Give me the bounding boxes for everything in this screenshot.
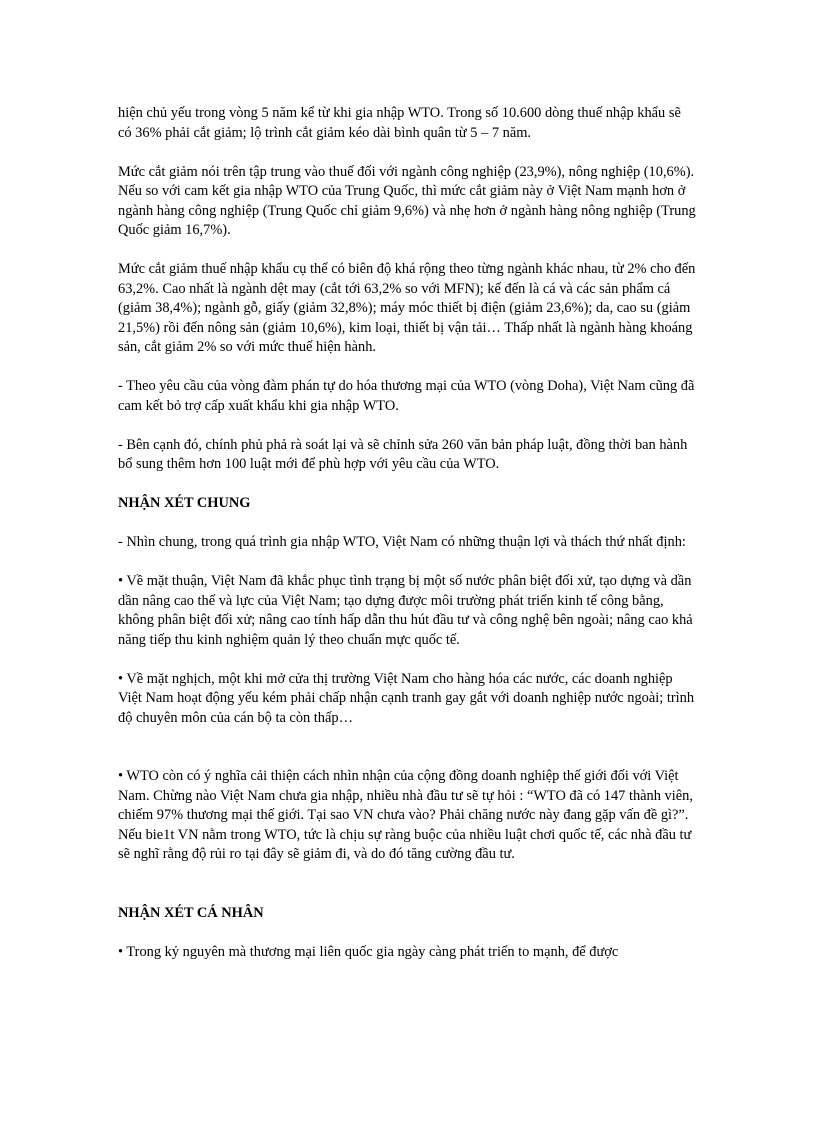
paragraph-challenges: • Về mặt nghịch, một khi mở cửa thị trường Việt Nam cho hàng hóa các nước, các doanh nghiệp Việt Nam hoạt động yếu kém phải chấp nhận cạnh tranh gay gắt với doanh nghiệp nước ngoài; trình độ chuyên môn của cán bộ ta còn thấp…	[118, 670, 695, 726]
paragraph-wto-perception: • WTO còn có ý nghĩa cải thiện cách nhìn nhận của cộng đồng doanh nghiệp thế giới đối với Việt Nam. Chừng nào Việt Nam chưa gia nhập, nhiều nhà đầu tư sẽ tự hỏi : “WTO đã có 147 thành viên, chiếm 97% thương mại thế giới. Tại sao VN chưa vào? Phải chăng nước này đang gặp vấn đề gì?”. Nếu bie1t VN nằm trong WTO, tức là chịu sự ràng buộc của nhiều luật chơi quốc tế, các nhà đầu tư sẽ nghĩ rằng độ rủi ro tại đây sẽ giảm đi, và do đó tăng cường đầu tư.	[118, 768, 693, 862]
paragraph-general-overview: - Nhìn chung, trong quá trình gia nhập WTO, Việt Nam có những thuận lợi và thách thứ nhất định:	[118, 534, 686, 550]
paragraph-personal-opening: • Trong kỷ nguyên mà thương mại liên quốc gia ngày càng phát triển to mạnh, để được	[118, 943, 619, 960]
paragraph-tariff-range: Mức cắt giảm thuế nhập khẩu cụ thể có biên độ khá rộng theo từng ngành khác nhau, từ 2% cho đến 63,2%. Cao nhất là ngành dệt may (cắt tới 63,2% so với MFN); kế đến là cá và các sản phẩm cá (giảm 38,4%); ngành gỗ, giấy (giảm 32,8%); máy móc thiết bị điện (giảm 23,6%); da, cao su (giảm 21,5%) rồi đến nông sản (giảm 10,6%), kim loại, thiết bị vận tải… Thấp nhất là ngành hàng khoáng sản, cắt giảm 2% so với mức thuế hiện hành.	[118, 261, 696, 355]
paragraph-advantages: • Về mặt thuận, Việt Nam đã khắc phục tình trạng bị một số nước phân biệt đối xử, tạo dựng và dần dần nâng cao thế và lực của Việt Nam; tạo dựng được môi trường phát triển kinh tế công bằng, không phân biệt đối xử; nâng cao tính hấp dẫn thu hút đầu tư và công nghệ bên ngoài; nâng cao khả năng tiếp thu kinh nghiệm quản lý theo chuẩn mực quốc tế.	[118, 573, 693, 648]
paragraph-tariff-roadmap: hiện chủ yếu trong vòng 5 năm kể từ khi gia nhập WTO. Trong số 10.600 dòng thuế nhập khẩu sẽ có 36% phải cắt giảm; lộ trình cắt giảm kéo dài bình quân từ 5 – 7 năm.	[118, 105, 681, 141]
paragraph-tariff-sectors: Mức cắt giảm nói trên tập trung vào thuế đối với ngành công nghiệp (23,9%), nông nghiệp (10,6%). Nếu so với cam kết gia nhập WTO của Trung Quốc, thì mức cắt giảm này ở Việt Nam mạnh hơn ở ngành hàng công nghiệp (Trung Quốc chỉ giảm 9,6%) và nhẹ hơn ở ngành hàng nông nghiệp (Trung Quốc giảm 16,7%).	[118, 163, 696, 238]
paragraph-export-subsidy: - Theo yêu cầu của vòng đàm phán tự do hóa thương mại của WTO (vòng Doha), Việt Nam cũng đã cam kết bỏ trợ cấp xuất khẩu khi gia nhập WTO.	[118, 378, 695, 414]
section-heading-general: NHẬN XÉT CHUNG	[118, 495, 251, 511]
paragraph-legal-review: - Bên cạnh đó, chính phủ phả rà soát lại và sẽ chỉnh sửa 260 văn bản pháp luật, đồng thời ban hành bổ sung thêm hơn 100 luật mới để phù hợp với yêu cầu của WTO.	[118, 436, 688, 472]
section-heading-personal: NHẬN XÉT CÁ NHÂN	[118, 904, 264, 921]
document-page	[118, 104, 698, 962]
